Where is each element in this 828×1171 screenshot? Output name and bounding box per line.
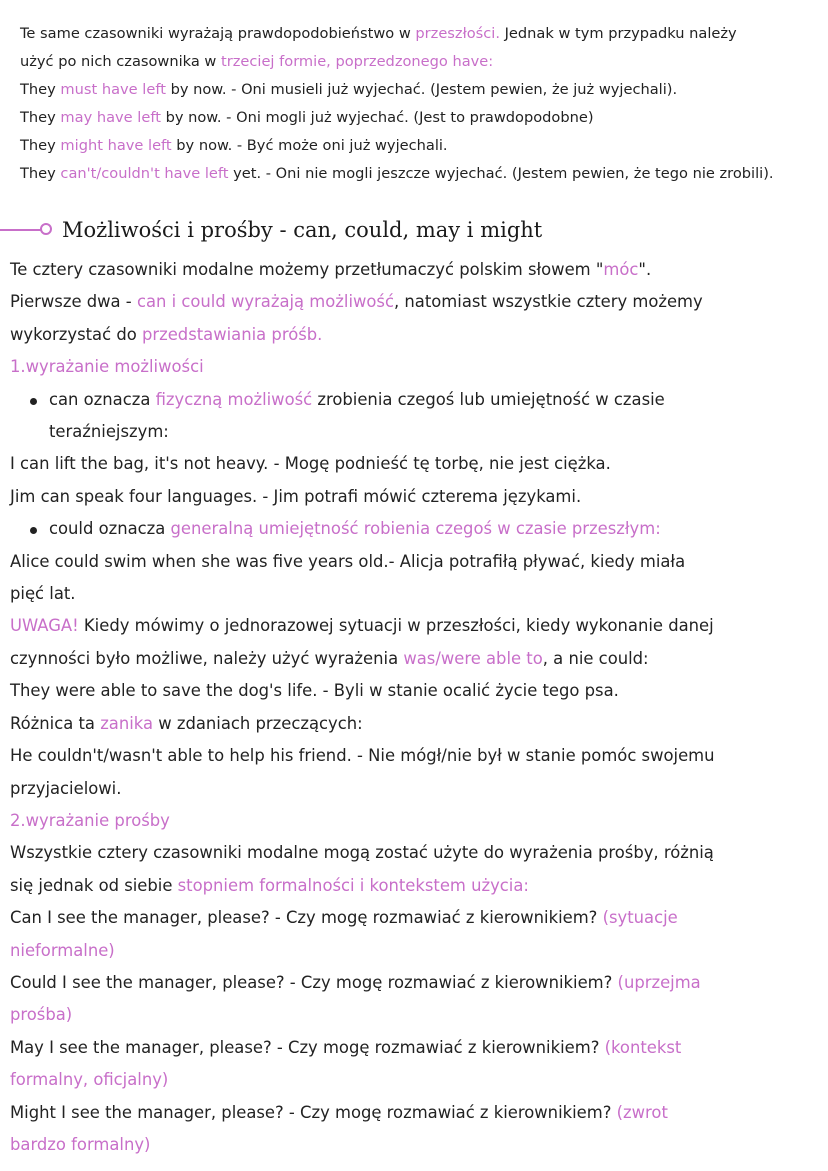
text-line: [10, 708, 820, 740]
bullet-continuation: teraźniejszym:: [49, 422, 169, 442]
example-line: [10, 1032, 820, 1064]
text-line: Wszystkie cztery czasowniki modalne mogą zostać użyte do wyrażenia prośby, różnią: [10, 843, 714, 863]
text: czynności było możliwe, należy użyć wyrażenia: [10, 648, 404, 668]
example-line: [20, 160, 825, 188]
text: Jednak w tym przypadku należy: [499, 25, 737, 42]
text: Can I see the manager, please? - Czy mogę rozmawiać z kierownikiem?: [10, 908, 603, 928]
example-line: przyjacielowi.: [10, 778, 122, 798]
highlight: must have left: [60, 81, 166, 98]
text: ".: [638, 260, 652, 279]
subheading-possibility: 1.wyrażanie możliwości: [10, 357, 204, 377]
highlight: can't/couldn't have left: [60, 165, 229, 182]
example-line: They were able to save the dog's life. - Byli w stanie ocalić życie tego psa.: [10, 681, 619, 701]
text: They: [20, 137, 61, 154]
example-line: I can lift the bag, it's not heavy. - Mogę podnieść tę torbę, nie jest ciężka.: [10, 454, 611, 474]
example-line: He couldn't/wasn't able to help his friend. - Nie mógł/nie był w stanie pomóc swojemu: [10, 746, 715, 766]
warning-line: [10, 610, 820, 642]
note: (zwrot: [616, 1102, 668, 1122]
text: by now. - Oni musieli już wyjechać. (Jestem pewien, że już wyjechali).: [165, 81, 678, 98]
example-line: [20, 132, 825, 160]
highlight: may have left: [60, 109, 161, 126]
highlight: can i could wyrażają możliwość: [136, 292, 394, 312]
warning-label: UWAGA!: [10, 616, 79, 636]
highlight: stopniem formalności i kontekstem użycia:: [177, 875, 529, 895]
text: się jednak od siebie: [10, 875, 178, 895]
text-line: [10, 319, 820, 351]
text: Te same czasowniki wyrażają prawdopodobieństwo w: [20, 25, 416, 42]
text: , a nie could:: [542, 648, 649, 668]
text-line: [10, 286, 820, 318]
intro-section: [20, 20, 825, 188]
subheading-request: 2.wyrażanie prośby: [10, 810, 170, 830]
text: Różnica ta: [10, 713, 101, 733]
highlight: móc: [603, 260, 639, 279]
bullet-item-can: [10, 384, 820, 416]
text: Kiedy mówimy o jednorazowej sytuacji w przeszłości, kiedy wykonanie danej: [78, 616, 714, 636]
text: Pierwsze dwa -: [10, 292, 137, 312]
example-line: [10, 902, 820, 934]
highlight: przedstawiania próśb.: [141, 324, 323, 344]
bullet-icon: [30, 398, 37, 405]
text: They: [20, 165, 61, 182]
text: by now. - Oni mogli już wyjechać. (Jest to prawdopodobne): [160, 109, 594, 126]
text-line: [10, 643, 820, 675]
bullet-item-could: [10, 513, 820, 545]
text: , natomiast wszystkie cztery możemy: [394, 292, 703, 312]
text: w zdaniach przeczących:: [153, 713, 363, 733]
example-line: [10, 1097, 820, 1129]
highlight: fizyczną możliwość: [155, 389, 313, 409]
note: (kontekst: [604, 1037, 682, 1057]
note-continuation: prośba): [10, 1005, 73, 1025]
text: They: [20, 109, 61, 126]
text-line: [20, 48, 825, 76]
note-continuation: formalny, oficjalny): [10, 1070, 169, 1090]
text: Te cztery czasowniki modalne możemy przetłumaczyć polskim słowem ": [10, 260, 604, 279]
example-line: Jim can speak four languages. - Jim potrafi mówić czterema językami.: [10, 486, 582, 506]
section-heading: [0, 212, 828, 248]
highlight: przeszłości.: [415, 25, 500, 42]
text-line: [10, 254, 820, 286]
heading-title: Możliwości i prośby - can, could, may i might: [62, 218, 543, 242]
text: May I see the manager, please? - Czy mogę rozmawiać z kierownikiem?: [10, 1037, 605, 1057]
main-content: [10, 254, 820, 1161]
note: (sytuacje: [602, 908, 678, 928]
highlight: generalną umiejętność robienia czegoś w czasie przeszłym:: [170, 519, 661, 539]
text: Could I see the manager, please? - Czy mogę rozmawiać z kierownikiem?: [10, 972, 618, 992]
highlight: zanika: [100, 713, 154, 733]
text: zrobienia czegoś lub umiejętność w czasie: [312, 389, 665, 409]
note-continuation: nieformalne): [10, 940, 115, 960]
text: użyć po nich czasownika w: [20, 53, 222, 70]
text: could oznacza: [49, 519, 171, 539]
text: wykorzystać do: [10, 324, 142, 344]
text: They: [20, 81, 61, 98]
example-line: [20, 76, 825, 104]
bullet-icon: [30, 527, 37, 534]
highlight: trzeciej formie, poprzedzonego have:: [221, 53, 494, 70]
text-line: [20, 20, 825, 48]
example-line: [20, 104, 825, 132]
highlight: was/were able to: [403, 648, 543, 668]
text: can oznacza: [49, 389, 156, 409]
text: by now. - Być może oni już wyjechali.: [171, 137, 448, 154]
text-line: [10, 870, 820, 902]
note: (uprzejma: [617, 972, 701, 992]
note-continuation: bardzo formalny): [10, 1134, 151, 1154]
example-line: pięć lat.: [10, 584, 76, 604]
text: Might I see the manager, please? - Czy mogę rozmawiać z kierownikiem?: [10, 1102, 617, 1122]
example-line: Alice could swim when she was five years old.- Alicja potrafiłą pływać, kiedy miała: [10, 551, 686, 571]
heading-circle-icon: [40, 223, 52, 235]
text: yet. - Oni nie mogli jeszcze wyjechać. (Jestem pewien, że tego nie zrobili).: [228, 165, 774, 182]
example-line: [10, 967, 820, 999]
heading-line-decoration: [0, 229, 42, 231]
highlight: might have left: [60, 137, 172, 154]
